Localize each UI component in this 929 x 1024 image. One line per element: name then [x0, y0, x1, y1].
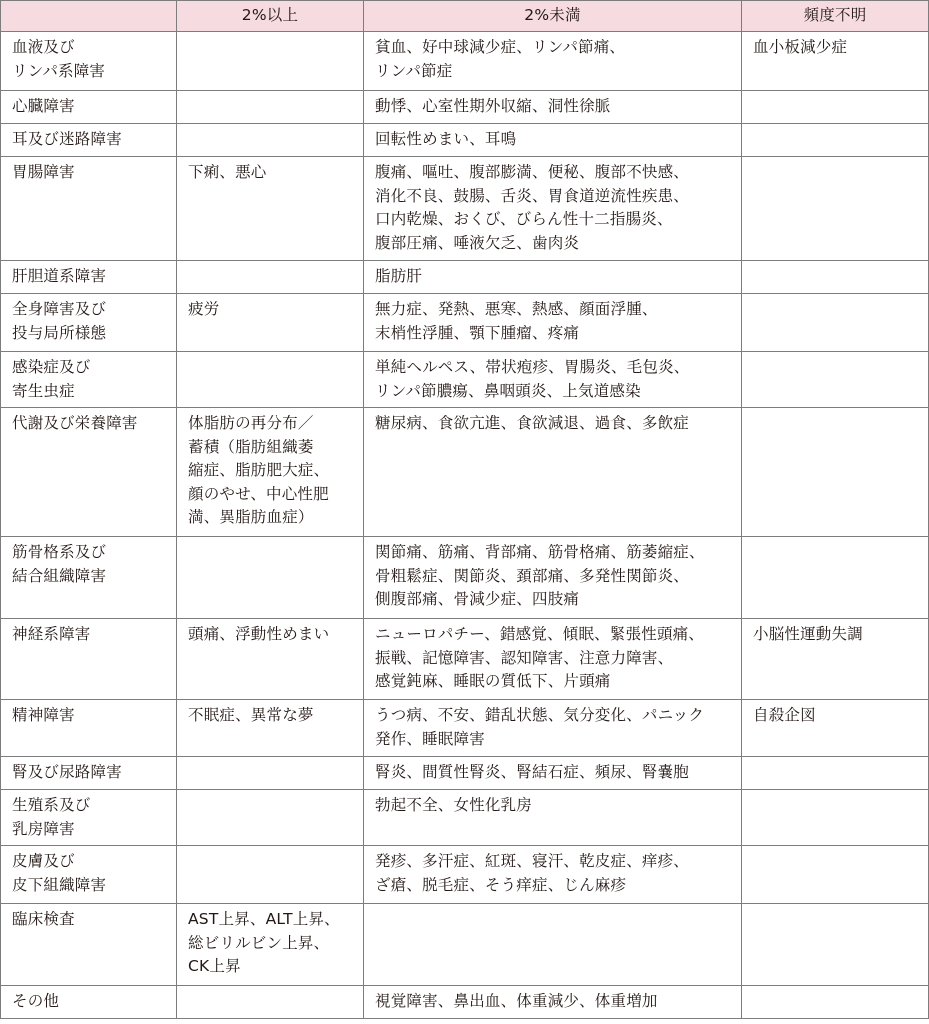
frequency-unknown-cell: 小脳性運動失調 — [742, 619, 929, 700]
frequency-unknown-cell — [742, 124, 929, 157]
over-2-percent-cell: 体脂肪の再分布／ 蓄積（脂肪組織萎 縮症、脂肪肥大症、 顔のやせ、中心性肥 満、異脂肪血症） — [177, 408, 364, 537]
over-2-percent-cell: 下痢、悪心 — [177, 157, 364, 261]
table-row — [1, 619, 929, 700]
under-2-percent-cell: 脂肪肝 — [364, 261, 742, 294]
under-2-percent-cell: うつ病、不安、錯乱状態、気分変化、パニック 発作、睡眠障害 — [364, 700, 742, 757]
under-2-percent-cell: 勃起不全、女性化乳房 — [364, 790, 742, 846]
under-2-percent-cell — [364, 904, 742, 986]
under-2-percent-cell: 貧血、好中球減少症、リンパ節痛、 リンパ節症 — [364, 32, 742, 91]
over-2-percent-cell — [177, 352, 364, 408]
organ-cell: 肝胆道系障害 — [1, 261, 177, 294]
frequency-unknown-cell — [742, 757, 929, 790]
organ-cell: 筋骨格系及び 結合組織障害 — [1, 537, 177, 619]
header-over-2-percent: 2%以上 — [177, 1, 364, 32]
over-2-percent-cell — [177, 32, 364, 91]
header-organ — [1, 1, 177, 32]
over-2-percent-cell — [177, 986, 364, 1019]
table-body — [1, 32, 929, 1019]
frequency-unknown-cell — [742, 294, 929, 352]
over-2-percent-cell: 頭痛、浮動性めまい — [177, 619, 364, 700]
organ-cell: 血液及び リンパ系障害 — [1, 32, 177, 91]
over-2-percent-cell — [177, 846, 364, 904]
organ-cell: 生殖系及び 乳房障害 — [1, 790, 177, 846]
organ-cell: その他 — [1, 986, 177, 1019]
over-2-percent-cell: 疲労 — [177, 294, 364, 352]
over-2-percent-cell — [177, 757, 364, 790]
under-2-percent-cell: 腎炎、間質性腎炎、腎結石症、頻尿、腎嚢胞 — [364, 757, 742, 790]
header-under-2-percent: 2%未満 — [364, 1, 742, 32]
frequency-unknown-cell — [742, 790, 929, 846]
header-row — [1, 1, 929, 32]
over-2-percent-cell: AST上昇、ALT上昇、 総ビリルビン上昇、 CK上昇 — [177, 904, 364, 986]
frequency-unknown-cell — [742, 537, 929, 619]
organ-cell: 臨床検査 — [1, 904, 177, 986]
under-2-percent-cell: 単純ヘルペス、帯状疱疹、胃腸炎、毛包炎、 リンパ節膿瘍、鼻咽頭炎、上気道感染 — [364, 352, 742, 408]
under-2-percent-cell: 糖尿病、食欲亢進、食欲減退、過食、多飲症 — [364, 408, 742, 537]
table-row — [1, 294, 929, 352]
table-row — [1, 157, 929, 261]
over-2-percent-cell — [177, 790, 364, 846]
organ-cell: 心臓障害 — [1, 91, 177, 124]
table-row — [1, 261, 929, 294]
frequency-unknown-cell — [742, 261, 929, 294]
frequency-unknown-cell — [742, 157, 929, 261]
organ-cell: 精神障害 — [1, 700, 177, 757]
over-2-percent-cell — [177, 124, 364, 157]
frequency-unknown-cell: 自殺企図 — [742, 700, 929, 757]
table-row — [1, 91, 929, 124]
under-2-percent-cell: 回転性めまい、耳鳴 — [364, 124, 742, 157]
over-2-percent-cell: 不眠症、異常な夢 — [177, 700, 364, 757]
frequency-unknown-cell — [742, 91, 929, 124]
organ-cell: 胃腸障害 — [1, 157, 177, 261]
table-row — [1, 32, 929, 91]
frequency-unknown-cell — [742, 846, 929, 904]
table-row — [1, 352, 929, 408]
under-2-percent-cell: 動悸、心室性期外収縮、洞性徐脈 — [364, 91, 742, 124]
under-2-percent-cell: 腹痛、嘔吐、腹部膨満、便秘、腹部不快感、 消化不良、鼓腸、舌炎、胃食道逆流性疾患、 口内乾燥、おくび、びらん性十二指腸炎、 腹部圧痛、唾液欠乏、歯肉炎 — [364, 157, 742, 261]
over-2-percent-cell — [177, 537, 364, 619]
organ-cell: 耳及び迷路障害 — [1, 124, 177, 157]
over-2-percent-cell — [177, 91, 364, 124]
organ-cell: 神経系障害 — [1, 619, 177, 700]
under-2-percent-cell: ニューロパチー、錯感覚、傾眠、緊張性頭痛、 振戦、記憶障害、認知障害、注意力障害、 感覚鈍麻、睡眠の質低下、片頭痛 — [364, 619, 742, 700]
table-row — [1, 790, 929, 846]
table-row — [1, 408, 929, 537]
under-2-percent-cell: 視覚障害、鼻出血、体重減少、体重増加 — [364, 986, 742, 1019]
table-row — [1, 757, 929, 790]
over-2-percent-cell — [177, 261, 364, 294]
organ-cell: 腎及び尿路障害 — [1, 757, 177, 790]
under-2-percent-cell: 発疹、多汗症、紅斑、寝汗、乾皮症、痒疹、 ざ瘡、脱毛症、そう痒症、じん麻疹 — [364, 846, 742, 904]
under-2-percent-cell: 無力症、発熱、悪寒、熱感、顔面浮腫、 末梢性浮腫、顎下腫瘤、疼痛 — [364, 294, 742, 352]
table-row — [1, 124, 929, 157]
table-row — [1, 537, 929, 619]
frequency-unknown-cell — [742, 904, 929, 986]
table-row — [1, 846, 929, 904]
table-row — [1, 986, 929, 1019]
organ-cell: 感染症及び 寄生虫症 — [1, 352, 177, 408]
organ-cell: 代謝及び栄養障害 — [1, 408, 177, 537]
frequency-unknown-cell — [742, 352, 929, 408]
frequency-unknown-cell — [742, 408, 929, 537]
under-2-percent-cell: 関節痛、筋痛、背部痛、筋骨格痛、筋萎縮症、 骨粗鬆症、関節炎、頚部痛、多発性関節炎、 側腹部痛、骨減少症、四肢痛 — [364, 537, 742, 619]
organ-cell: 皮膚及び 皮下組織障害 — [1, 846, 177, 904]
table-header — [1, 1, 929, 32]
organ-cell: 全身障害及び 投与局所様態 — [1, 294, 177, 352]
frequency-unknown-cell: 血小板減少症 — [742, 32, 929, 91]
table-row — [1, 904, 929, 986]
header-frequency-unknown: 頻度不明 — [742, 1, 929, 32]
frequency-unknown-cell — [742, 986, 929, 1019]
table-row — [1, 700, 929, 757]
